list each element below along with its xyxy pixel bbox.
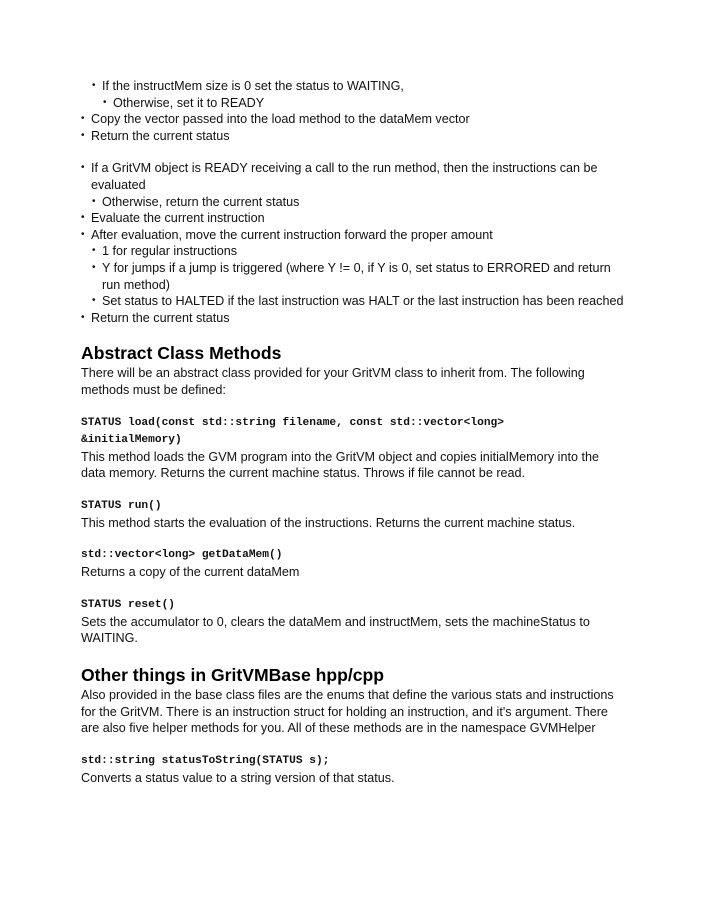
method-description: Converts a status value to a string version of that status. [81, 770, 395, 785]
method-signature: STATUS load(const std::string filename, const std::vector<long> &initialMemory) [81, 416, 504, 446]
list-item: • Copy the vector passed into the load method to the dataMem vector [81, 111, 626, 128]
list-item: • Return the current status [81, 128, 626, 145]
document-page [81, 78, 626, 786]
method-description: Sets the accumulator to 0, clears the dataMem and instructMem, sets the machineStatus to WAITING. [81, 614, 590, 646]
list-item: • Evaluate the current instruction [81, 210, 626, 227]
section-heading: Other things in GritVMBase hpp/cpp [81, 665, 385, 686]
method-signature: STATUS run() [81, 499, 162, 512]
list-item: • Otherwise, return the current status [92, 194, 626, 211]
bullet-list-load [81, 78, 626, 144]
list-item: • Otherwise, set it to READY [103, 95, 626, 112]
section-intro: Also provided in the base class files are the enums that define the various stats and instructions for the GritVM. There is an instruction struct for holding an instruction, and it's argument. There are also five helper methods for you. All of these methods are in the namespace GVMHelper [81, 688, 614, 736]
list-item: • Set status to HALTED if the last instruction was HALT or the last instruction has been reached [92, 293, 626, 310]
bullet-list-run [81, 160, 626, 326]
method-signature: std::vector<long> getDataMem() [81, 549, 283, 562]
spacer [81, 144, 626, 160]
list-item: • If the instructMem size is 0 set the status to WAITING, [92, 78, 626, 95]
section-intro: There will be an abstract class provided for your GritVM class to inherit from. The following methods must be defined: [81, 366, 585, 397]
list-item: • If a GritVM object is READY receiving a call to the run method, then the instructions can be evaluated [81, 160, 626, 193]
list-item: • Y for jumps if a jump is triggered (where Y != 0, if Y is 0, set status to ERRORED and return run method) [92, 260, 626, 293]
method-description: This method loads the GVM program into the GritVM object and copies initialMemory into the data memory. Returns the current machine status. Throws if file cannot be read. [81, 449, 599, 481]
list-item: • 1 for regular instructions [92, 243, 626, 260]
list-item: • After evaluation, move the current instruction forward the proper amount [81, 227, 626, 244]
section-heading: Abstract Class Methods [81, 343, 282, 364]
method-description: Returns a copy of the current dataMem [81, 565, 300, 580]
list-item: • Return the current status [81, 310, 626, 327]
method-signature: std::string statusToString(STATUS s); [81, 754, 330, 767]
method-description: This method starts the evaluation of the instructions. Returns the current machine status. [81, 515, 576, 530]
method-signature: STATUS reset() [81, 598, 175, 611]
